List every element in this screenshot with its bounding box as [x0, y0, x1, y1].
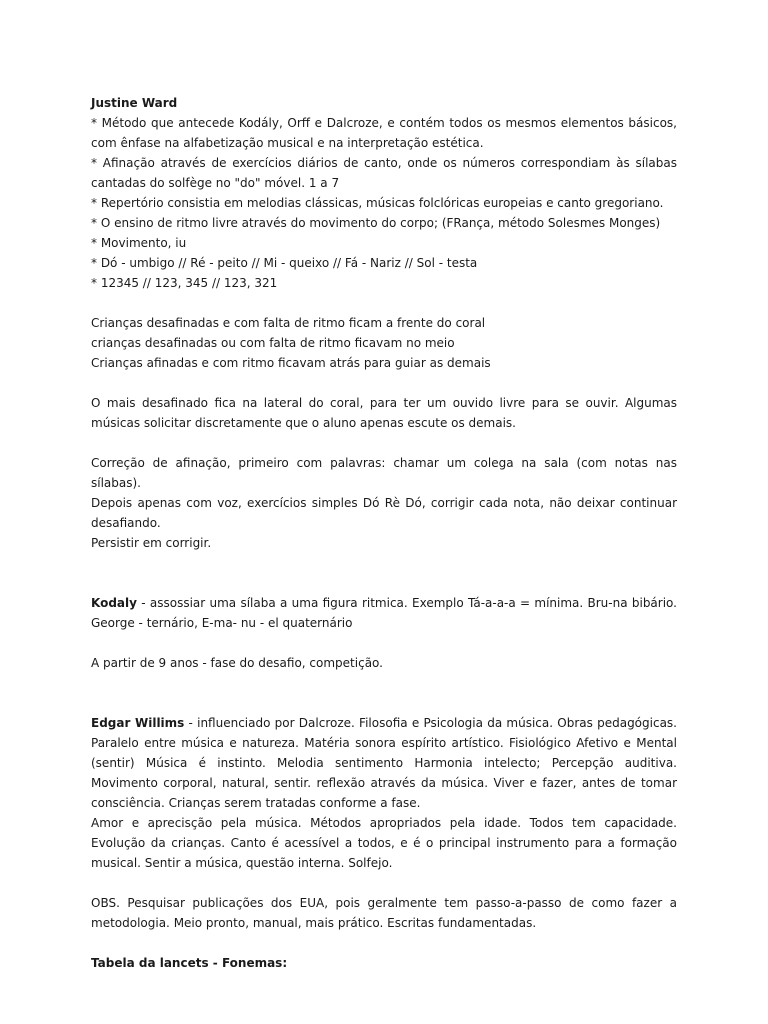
- spacer: [91, 933, 677, 953]
- spacer: [91, 553, 677, 593]
- spacer: [91, 633, 677, 653]
- paragraph-partir: A partir de 9 anos - fase do desafio, competição.: [91, 656, 383, 670]
- heading-justine-ward: Justine Ward: [91, 96, 178, 110]
- correcao-line-3: Persistir em corrigir.: [91, 536, 212, 550]
- kodaly-name: Kodaly: [91, 596, 137, 610]
- bullet-1: * Método que antecede Kodály, Orff e Dalcroze, e contém todos os mesmos elementos básicos, com ênfase na alfabetização musical e na interpretação estética.: [91, 116, 677, 150]
- paragraph-willims-2: Amor e aprecisção pela música. Métodos apropriados pela idade. Todos tem capacidade. Evolução da crianças. Canto é acessível a todos, e é o principal instrumento para a formação musical. Sentir a música, questão interna. Solfejo.: [91, 816, 677, 870]
- correcao-line-1: Correção de afinação, primeiro com palavras: chamar um colega na sala (com notas nas sílabas).: [91, 456, 677, 490]
- bullet-7: * 12345 // 123, 345 // 123, 321: [91, 276, 278, 290]
- willims-name: Edgar Willims: [91, 716, 185, 730]
- paragraph-obs: OBS. Pesquisar publicações dos EUA, pois geralmente tem passo-a-passo de como fazer a metodologia. Meio pronto, manual, mais prático. Escritas fundamentadas.: [91, 896, 677, 930]
- section-criancas: [91, 313, 677, 373]
- criancas-line-2: crianças desafinadas ou com falta de ritmo ficavam no meio: [91, 336, 455, 350]
- bullet-6: * Dó - umbigo // Ré - peito // Mi - queixo // Fá - Nariz // Sol - testa: [91, 256, 478, 270]
- bullet-3: * Repertório consistia em melodias clássicas, músicas folclóricas europeias e canto gregoriano.: [91, 196, 664, 210]
- section-justine-ward: [91, 93, 677, 293]
- spacer: [91, 433, 677, 453]
- correcao-line-2: Depois apenas com voz, exercícios simples Dó Rè Dó, corrigir cada nota, não deixar continuar desafiando.: [91, 496, 677, 530]
- bullet-2: * Afinação através de exercícios diários de canto, onde os números correspondiam às sílabas cantadas do solfège no "do" móvel. 1 a 7: [91, 156, 677, 190]
- spacer: [91, 293, 677, 313]
- criancas-line-1: Crianças desafinadas e com falta de ritmo ficam a frente do coral: [91, 316, 486, 330]
- criancas-line-3: Crianças afinadas e com ritmo ficavam atrás para guiar as demais: [91, 356, 491, 370]
- spacer: [91, 373, 677, 393]
- spacer: [91, 673, 677, 713]
- document-page: [91, 93, 677, 973]
- paragraph-kodaly: [91, 593, 677, 633]
- bullet-4: * O ensino de ritmo livre através do movimento do corpo; (FRança, método Solesmes Monges): [91, 216, 661, 230]
- section-correcao: [91, 453, 677, 553]
- willims-text: - influenciado por Dalcroze. Filosofia e Psicologia da música. Obras pedagógicas. Paralelo entre música e natureza. Matéria sonora espírito artístico. Fisiológico Afetivo e Mental (sentir) Música é instinto. Melodia sentimento Harmonia intelecto; Percepção auditiva. Movimento corporal, natural, sentir. reflexão através da música. Viver e fazer, antes de tomar consciência. Crianças serem tratadas conforme a fase.: [91, 716, 677, 810]
- paragraph-lateral: O mais desafinado fica na lateral do coral, para ter um ouvido livre para se ouvir. Algumas músicas solicitar discretamente que o aluno apenas escute os demais.: [91, 396, 677, 430]
- heading-tabela: Tabela da lancets - Fonemas:: [91, 956, 288, 970]
- bullet-5: * Movimento, iu: [91, 236, 187, 250]
- paragraph-willims: [91, 713, 677, 813]
- kodaly-text: - assossiar uma sílaba a uma figura ritmica. Exemplo Tá-a-a-a = mínima. Bru-na bibário. George - ternário, E-ma- nu - el quaternário: [91, 596, 677, 630]
- spacer: [91, 873, 677, 893]
